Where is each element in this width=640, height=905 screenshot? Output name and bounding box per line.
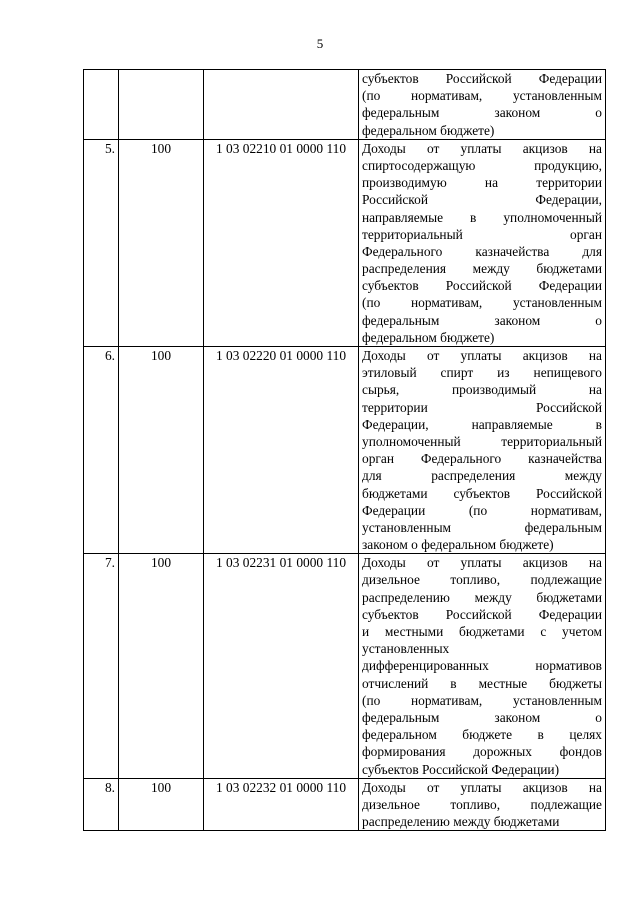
revenue-name-line: территории Российской (362, 399, 602, 415)
revenue-name-line: распределения между бюджетами (362, 261, 602, 277)
revenue-name-line: Доходы от уплаты акцизов на (362, 555, 602, 571)
budget-classification-code-cell: 1 03 02231 01 0000 110 (204, 554, 359, 778)
budget-classification-code-cell: 1 03 02232 01 0000 110 (204, 778, 359, 831)
revenue-name-line: дифференцированных нормативов (362, 658, 602, 674)
revenue-name-line: и местными бюджетами с учетом (362, 624, 602, 639)
revenue-name-line: (по нормативам, установленным (362, 88, 602, 104)
revenue-name-line: установленным федеральным (362, 519, 602, 535)
table-row (84, 139, 606, 346)
admin-code-cell: 100 (119, 139, 204, 346)
revenue-name-line: сырья, производимый на (362, 382, 602, 398)
revenue-name-line: федеральным законом о (362, 709, 602, 725)
revenue-name-line: федеральным законом о (362, 312, 602, 328)
revenue-name-line: Федерации (по нормативам, (362, 502, 602, 518)
revenue-name-line: производимую на территории (362, 175, 602, 191)
revenue-name-line: этиловый спирт из непищевого (362, 365, 602, 381)
revenue-name-line: бюджетами субъектов Российской (362, 485, 602, 501)
table-row (84, 70, 606, 140)
revenue-name-line: территориальный орган (362, 226, 602, 242)
revenue-name-line: формирования дорожных фондов (362, 744, 602, 760)
revenue-name-line: спиртосодержащую продукцию, (362, 157, 602, 173)
budget-classification-code-cell (204, 70, 359, 140)
revenue-name-line: субъектов Российской Федерации (362, 278, 602, 294)
table-row (84, 554, 606, 778)
row-number-cell: 6. (84, 347, 119, 554)
revenue-name-line: субъектов Российской Федерации) (362, 761, 560, 777)
revenue-name-line: установленных (362, 641, 450, 657)
page-number: 5 (316, 36, 324, 51)
revenue-name-line: федеральном бюджете) (362, 329, 495, 345)
row-number-cell: 5. (84, 139, 119, 346)
revenue-name-line: дизельное топливо, подлежащие (362, 796, 602, 812)
revenue-name-line: Федерации, направляемые в (362, 416, 602, 432)
revenue-name-line: Доходы от уплаты акцизов на (362, 348, 602, 363)
row-number-cell: 7. (84, 554, 119, 778)
row-number-cell (84, 70, 119, 140)
budget-classification-code-cell: 1 03 02220 01 0000 110 (204, 347, 359, 554)
table-body (84, 70, 606, 831)
row-number-cell: 8. (84, 778, 119, 831)
revenue-name-line: Российской Федерации, (362, 192, 602, 208)
revenue-name-line: Доходы от уплаты акцизов на (362, 140, 602, 156)
revenue-name-line: (по нормативам, установленным (362, 692, 602, 708)
revenue-name-line: субъектов Российской Федерации (362, 71, 602, 86)
revenue-name-line: дизельное топливо, подлежащие (362, 572, 602, 588)
revenue-name-line: Федерального казначейства для (362, 243, 602, 259)
revenue-name-line: (по нормативам, установленным (362, 295, 602, 311)
revenue-name-line: Доходы от уплаты акцизов на (362, 779, 602, 795)
admin-code-cell (119, 70, 204, 140)
budget-classification-code-cell: 1 03 02210 01 0000 110 (204, 139, 359, 346)
revenue-name-line: распределению между бюджетами (362, 589, 602, 605)
revenue-name-cell (359, 139, 606, 346)
revenue-table (83, 69, 606, 831)
revenue-name-line: законом о федеральном бюджете) (362, 537, 554, 553)
revenue-name-line: уполномоченный территориальный (362, 433, 602, 449)
admin-code-cell: 100 (119, 554, 204, 778)
revenue-name-line: федеральном бюджете в целях (362, 727, 602, 743)
revenue-name-line: орган Федерального казначейства (362, 451, 602, 467)
revenue-name-line: отчислений в местные бюджеты (362, 675, 602, 691)
revenue-name-line: субъектов Российской Федерации (362, 606, 602, 622)
revenue-name-line: для распределения между (362, 468, 602, 484)
revenue-name-cell (359, 70, 606, 140)
revenue-name-line: распределению между бюджетами (362, 814, 560, 830)
revenue-name-line: федеральном бюджете) (362, 122, 495, 138)
admin-code-cell: 100 (119, 778, 204, 831)
revenue-name-cell (359, 778, 606, 831)
revenue-name-line: направляемые в уполномоченный (362, 209, 602, 225)
revenue-name-cell (359, 347, 606, 554)
admin-code-cell: 100 (119, 347, 204, 554)
revenue-name-line: федеральным законом о (362, 105, 602, 121)
revenue-name-cell (359, 554, 606, 778)
table-row (84, 347, 606, 554)
table-row (84, 778, 606, 831)
